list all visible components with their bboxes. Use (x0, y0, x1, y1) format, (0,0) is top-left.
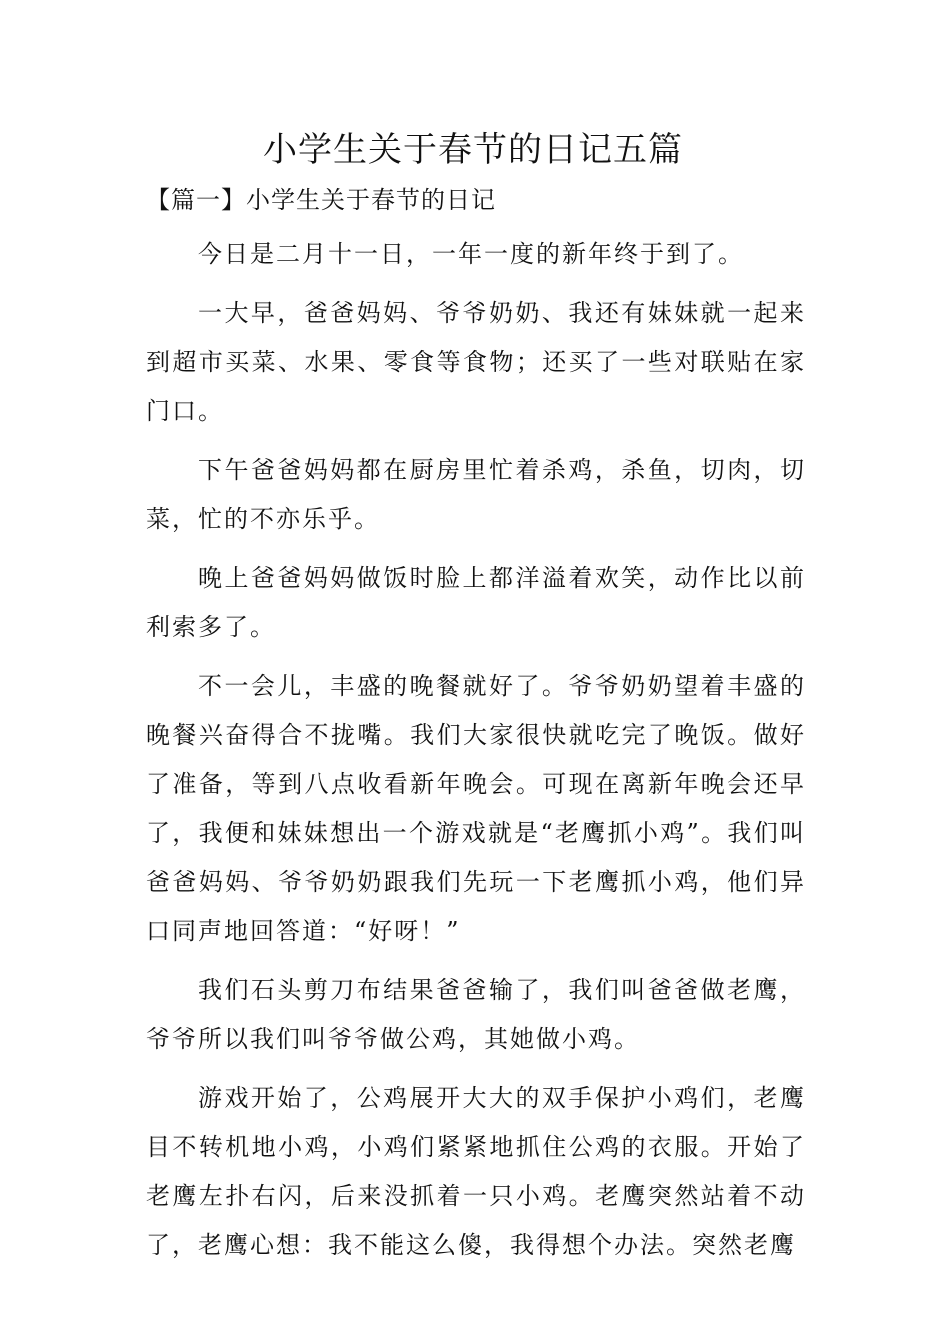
paragraph: 不一会儿，丰盛的晚餐就好了。爷爷奶奶望着丰盛的晚餐兴奋得合不拢嘴。我们大家很快就吃完了晚饭。做好了准备，等到八点收看新年晚会。可现在离新年晚会还早了，我便和妹妹想出一个游戏就是“老鹰抓小鸡”。我们叫爸爸妈妈、爷爷奶奶跟我们先玩一下老鹰抓小鸡，他们异口同声地回答道：“好呀！” (146, 672, 806, 945)
paragraph: 游戏开始了，公鸡展开大大的双手保护小鸡们，老鹰目不转机地小鸡，小鸡们紧紧地抓住公鸡的衣服。开始了老鹰左扑右闪，后来没抓着一只小鸡。老鹰突然站着不动了，老鹰心想：我不能这么傻，我得想个办法。突然老鹰 (146, 1084, 806, 1259)
paragraph: 今日是二月十一日，一年一度的新年终于到了。 (198, 240, 744, 268)
document-body (146, 128, 806, 1270)
paragraph: 我们石头剪刀布结果爸爸输了，我们叫爸爸做老鹰，爷爷所以我们叫爷爷做公鸡，其她做小鸡。 (146, 976, 806, 1053)
section-heading: 【篇一】小学生关于春节的日记 (146, 186, 496, 214)
document-title: 小学生关于春节的日记五篇 (263, 130, 683, 170)
paragraph: 一大早，爸爸妈妈、爷爷奶奶、我还有妹妹就一起来到超市买菜、水果、零食等食物；还买了一些对联贴在家门口。 (146, 299, 806, 425)
paragraph: 下午爸爸妈妈都在厨房里忙着杀鸡，杀鱼，切肉，切菜，忙的不亦乐乎。 (146, 456, 806, 533)
paragraph: 晚上爸爸妈妈做饭时脸上都洋溢着欢笑，动作比以前利索多了。 (146, 564, 806, 641)
